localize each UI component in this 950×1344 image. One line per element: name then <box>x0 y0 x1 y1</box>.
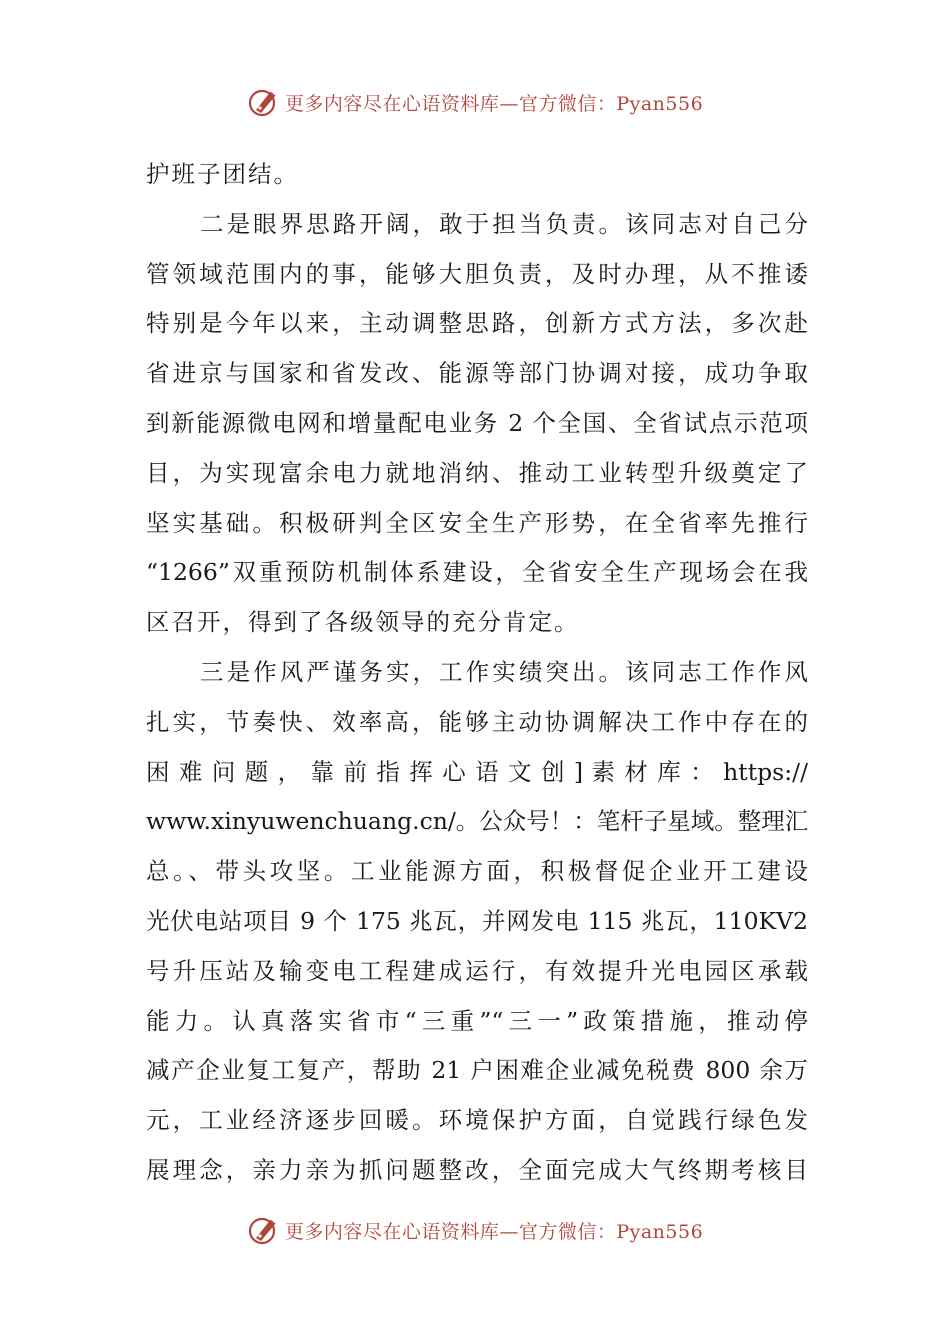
text-line: “1266”双重预防机制体系建设，全省安全生产现场会在我 <box>146 558 808 587</box>
pen-nib-logo-icon <box>247 1213 281 1247</box>
paragraph-start-line: 二是眼界思路开阔，敢于担当负责。该同志对自己分 <box>200 209 808 238</box>
text-line: 坚实基础。积极研判全区安全生产形势，在全省率先推行 <box>146 508 808 537</box>
text-line: 护班子团结。 <box>146 160 299 188</box>
text-line: 特别是今年以来，主动调整思路，创新方式方法，多次赴 <box>146 309 808 338</box>
text-line: www.xinyuwenchuang.cn/。公众号！：笔杆子星域。整理汇 <box>146 807 809 836</box>
document-body <box>146 150 808 1196</box>
text-line: 减产企业复工复产，帮助 21 户困难企业减免税费 800 余万 <box>146 1056 808 1085</box>
text-line: 到新能源微电网和增量配电业务 2 个全国、全省试点示范项 <box>146 408 808 437</box>
text-line: 展理念，亲力亲为抓问题整改，全面完成大气终期考核目 <box>146 1155 808 1184</box>
footer-banner <box>0 1208 950 1252</box>
banner-text: 更多内容尽在心语资料库—官方微信：Pyan556 <box>284 92 704 115</box>
text-line: 总。、带头攻坚。工业能源方面，积极督促企业开工建设 <box>146 857 808 886</box>
text-line: 省进京与国家和省发改、能源等部门协调对接，成功争取 <box>146 359 808 388</box>
pen-nib-logo-icon <box>247 85 281 119</box>
text-line: 困 难 问 题 ， 靠 前 指 挥 心 语 文 创 ] 素 材 库 ： https:// <box>146 757 808 786</box>
header-banner <box>0 80 950 124</box>
text-line: 光伏电站项目 9 个 175 兆瓦，并网发电 115 兆瓦，110KV2 <box>146 906 808 935</box>
banner-text: 更多内容尽在心语资料库—官方微信：Pyan556 <box>284 1220 704 1243</box>
text-line: 扎实，节奏快、效率高，能够主动协调解决工作中存在的 <box>146 707 808 736</box>
text-line: 目，为实现富余电力就地消纳、推动工业转型升级奠定了 <box>146 458 808 487</box>
text-line: 管领域范围内的事，能够大胆负责，及时办理，从不推诿 <box>146 259 808 288</box>
text-line: 能力。认真落实省市“三重”“三一”政策措施，推动停 <box>146 1006 808 1035</box>
paragraph-start-line: 三是作风严谨务实，工作实绩突出。该同志工作作风 <box>200 657 808 686</box>
text-line: 区召开，得到了各级领导的充分肯定。 <box>146 608 580 637</box>
text-line: 元，工业经济逐步回暖。环境保护方面，自觉践行绿色发 <box>146 1106 808 1135</box>
text-line: 号升压站及输变电工程建成运行，有效提升光电园区承载 <box>146 956 808 985</box>
